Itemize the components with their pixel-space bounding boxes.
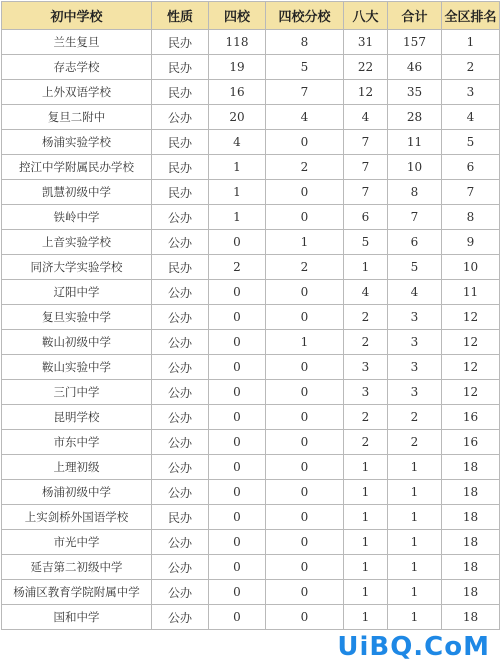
table-cell: 民办 [152,180,209,205]
table-cell: 7 [344,155,388,180]
table-cell: 1 [344,605,388,630]
table-cell: 3 [388,305,442,330]
table-row [2,455,500,480]
table-cell: 0 [209,380,266,405]
table-row [2,305,500,330]
school-name-cell: 兰生复旦 [2,30,152,55]
school-name-cell: 国和中学 [2,605,152,630]
table-cell: 18 [442,580,500,605]
table-cell: 16 [442,405,500,430]
table-cell: 0 [209,455,266,480]
table-cell: 2 [442,55,500,80]
table-cell: 9 [442,230,500,255]
table-cell: 7 [344,180,388,205]
table-cell: 民办 [152,505,209,530]
school-name-cell: 鞍山实验中学 [2,355,152,380]
table-cell: 18 [442,555,500,580]
school-name-cell: 辽阳中学 [2,280,152,305]
school-name-cell: 同济大学实验学校 [2,255,152,280]
table-cell: 3 [388,355,442,380]
table-cell: 12 [442,305,500,330]
table-cell: 0 [266,430,344,455]
table-row [2,430,500,455]
table-row [2,530,500,555]
table-cell: 7 [442,180,500,205]
table-cell: 1 [266,330,344,355]
table-cell: 4 [344,105,388,130]
table-cell: 6 [388,230,442,255]
table-cell: 3 [344,380,388,405]
table-cell: 公办 [152,105,209,130]
school-name-cell: 延吉第二初级中学 [2,555,152,580]
school-name-cell: 控江中学附属民办学校 [2,155,152,180]
table-cell: 8 [266,30,344,55]
table-row [2,80,500,105]
table-cell: 0 [266,580,344,605]
table-cell: 18 [442,480,500,505]
table-row [2,355,500,380]
table-cell: 公办 [152,405,209,430]
table-cell: 28 [388,105,442,130]
table-cell: 公办 [152,230,209,255]
table-cell: 2 [344,430,388,455]
school-name-cell: 上音实验学校 [2,230,152,255]
table-cell: 0 [266,455,344,480]
table-cell: 0 [266,505,344,530]
table-cell: 民办 [152,255,209,280]
table-cell: 11 [442,280,500,305]
table-row [2,180,500,205]
table-cell: 0 [266,405,344,430]
table-cell: 公办 [152,330,209,355]
table-cell: 11 [388,130,442,155]
table-cell: 3 [388,330,442,355]
table-cell: 公办 [152,380,209,405]
table-cell: 2 [266,155,344,180]
table-cell: 35 [388,80,442,105]
table-cell: 公办 [152,480,209,505]
table-cell: 0 [209,530,266,555]
table-cell: 民办 [152,130,209,155]
school-name-cell: 市东中学 [2,430,152,455]
table-cell: 0 [209,330,266,355]
column-header: 八大 [344,2,388,30]
table-cell: 公办 [152,430,209,455]
table-row [2,130,500,155]
table-cell: 2 [266,255,344,280]
table-cell: 公办 [152,580,209,605]
table-cell: 0 [209,555,266,580]
table-cell: 公办 [152,305,209,330]
table-row [2,405,500,430]
column-header: 全区排名 [442,2,500,30]
table-cell: 公办 [152,355,209,380]
table-cell: 12 [442,380,500,405]
table-cell: 3 [442,80,500,105]
table-cell: 1 [209,205,266,230]
table-cell: 0 [209,430,266,455]
table-cell: 1 [344,255,388,280]
table-cell: 18 [442,530,500,555]
table-cell: 7 [344,130,388,155]
school-name-cell: 铁岭中学 [2,205,152,230]
table-row [2,230,500,255]
table-cell: 1 [266,230,344,255]
table-cell: 16 [209,80,266,105]
table-cell: 0 [209,280,266,305]
table-cell: 6 [442,155,500,180]
school-name-cell: 杨浦初级中学 [2,480,152,505]
table-cell: 1 [388,455,442,480]
school-name-cell: 凯慧初级中学 [2,180,152,205]
table-cell: 民办 [152,80,209,105]
school-name-cell: 上理初级 [2,455,152,480]
table-cell: 1 [344,480,388,505]
table-cell: 1 [344,530,388,555]
table-row [2,155,500,180]
table-cell: 公办 [152,530,209,555]
table-cell: 1 [344,505,388,530]
column-header: 初中学校 [2,2,152,30]
table-cell: 2 [344,305,388,330]
school-name-cell: 三门中学 [2,380,152,405]
table-cell: 民办 [152,155,209,180]
table-cell: 8 [442,205,500,230]
table-cell: 公办 [152,455,209,480]
table-cell: 公办 [152,605,209,630]
school-name-cell: 复旦实验中学 [2,305,152,330]
table-row [2,555,500,580]
table-cell: 6 [344,205,388,230]
table-row [2,255,500,280]
column-header: 四校分校 [266,2,344,30]
table-cell: 0 [209,580,266,605]
table-cell: 4 [344,280,388,305]
table-header-row [2,2,500,30]
school-name-cell: 杨浦区教育学院附属中学 [2,580,152,605]
table-cell: 1 [388,580,442,605]
school-name-cell: 复旦二附中 [2,105,152,130]
table-body [2,30,500,630]
school-name-cell: 鞍山初级中学 [2,330,152,355]
table-cell: 0 [266,205,344,230]
table-cell: 4 [209,130,266,155]
table-cell: 0 [209,405,266,430]
table-cell: 10 [442,255,500,280]
table-row [2,480,500,505]
table-cell: 1 [442,30,500,55]
table-row [2,505,500,530]
watermark-text: UiBQ.CoM [337,632,490,662]
table-cell: 20 [209,105,266,130]
table-row [2,330,500,355]
column-header: 四校 [209,2,266,30]
table-cell: 1 [344,555,388,580]
table-cell: 18 [442,455,500,480]
table-cell: 0 [209,605,266,630]
table-cell: 3 [344,355,388,380]
table-cell: 0 [266,180,344,205]
table-cell: 0 [266,280,344,305]
table-cell: 46 [388,55,442,80]
table-cell: 0 [209,480,266,505]
column-header: 合计 [388,2,442,30]
table-cell: 19 [209,55,266,80]
table-cell: 22 [344,55,388,80]
table-cell: 0 [209,355,266,380]
table-cell: 16 [442,430,500,455]
table-row [2,380,500,405]
table-cell: 5 [442,130,500,155]
table-cell: 0 [266,355,344,380]
table-row [2,55,500,80]
table-cell: 12 [442,355,500,380]
table-cell: 民办 [152,55,209,80]
table-cell: 2 [344,330,388,355]
table-cell: 民办 [152,30,209,55]
table-cell: 1 [344,455,388,480]
column-header: 性质 [152,2,209,30]
table-cell: 4 [442,105,500,130]
table-row [2,580,500,605]
watermark-logo [333,632,494,662]
table-cell: 4 [266,105,344,130]
table-row [2,605,500,630]
table-cell: 1 [388,480,442,505]
table-cell: 5 [388,255,442,280]
table-cell: 18 [442,505,500,530]
table-cell: 0 [266,380,344,405]
table-cell: 18 [442,605,500,630]
table-cell: 0 [266,605,344,630]
table-cell: 0 [266,555,344,580]
table-cell: 3 [388,380,442,405]
table-cell: 0 [266,530,344,555]
table-cell: 1 [388,530,442,555]
table-cell: 1 [388,505,442,530]
table-cell: 2 [209,255,266,280]
table-cell: 8 [388,180,442,205]
table-cell: 0 [209,305,266,330]
table-cell: 公办 [152,280,209,305]
school-name-cell: 杨浦实验学校 [2,130,152,155]
table-cell: 0 [266,305,344,330]
table-cell: 12 [344,80,388,105]
table-cell: 公办 [152,205,209,230]
table-cell: 公办 [152,555,209,580]
table-cell: 1 [344,580,388,605]
table-cell: 4 [388,280,442,305]
table-cell: 0 [266,480,344,505]
table-cell: 157 [388,30,442,55]
table-cell: 7 [388,205,442,230]
table-cell: 1 [388,605,442,630]
table-row [2,205,500,230]
table-cell: 5 [266,55,344,80]
school-name-cell: 昆明学校 [2,405,152,430]
school-name-cell: 上实剑桥外国语学校 [2,505,152,530]
table-cell: 0 [209,230,266,255]
table-cell: 1 [388,555,442,580]
table-cell: 12 [442,330,500,355]
table-cell: 5 [344,230,388,255]
table-cell: 1 [209,180,266,205]
table-cell: 2 [388,405,442,430]
table-cell: 0 [266,130,344,155]
school-name-cell: 市光中学 [2,530,152,555]
ranking-table [1,1,500,630]
table-cell: 31 [344,30,388,55]
table-cell: 10 [388,155,442,180]
table-row [2,105,500,130]
table-row [2,280,500,305]
table-cell: 1 [209,155,266,180]
table-cell: 0 [209,505,266,530]
table-cell: 2 [344,405,388,430]
school-name-cell: 上外双语学校 [2,80,152,105]
table-row [2,30,500,55]
table-cell: 2 [388,430,442,455]
table-cell: 7 [266,80,344,105]
school-name-cell: 存志学校 [2,55,152,80]
table-cell: 118 [209,30,266,55]
